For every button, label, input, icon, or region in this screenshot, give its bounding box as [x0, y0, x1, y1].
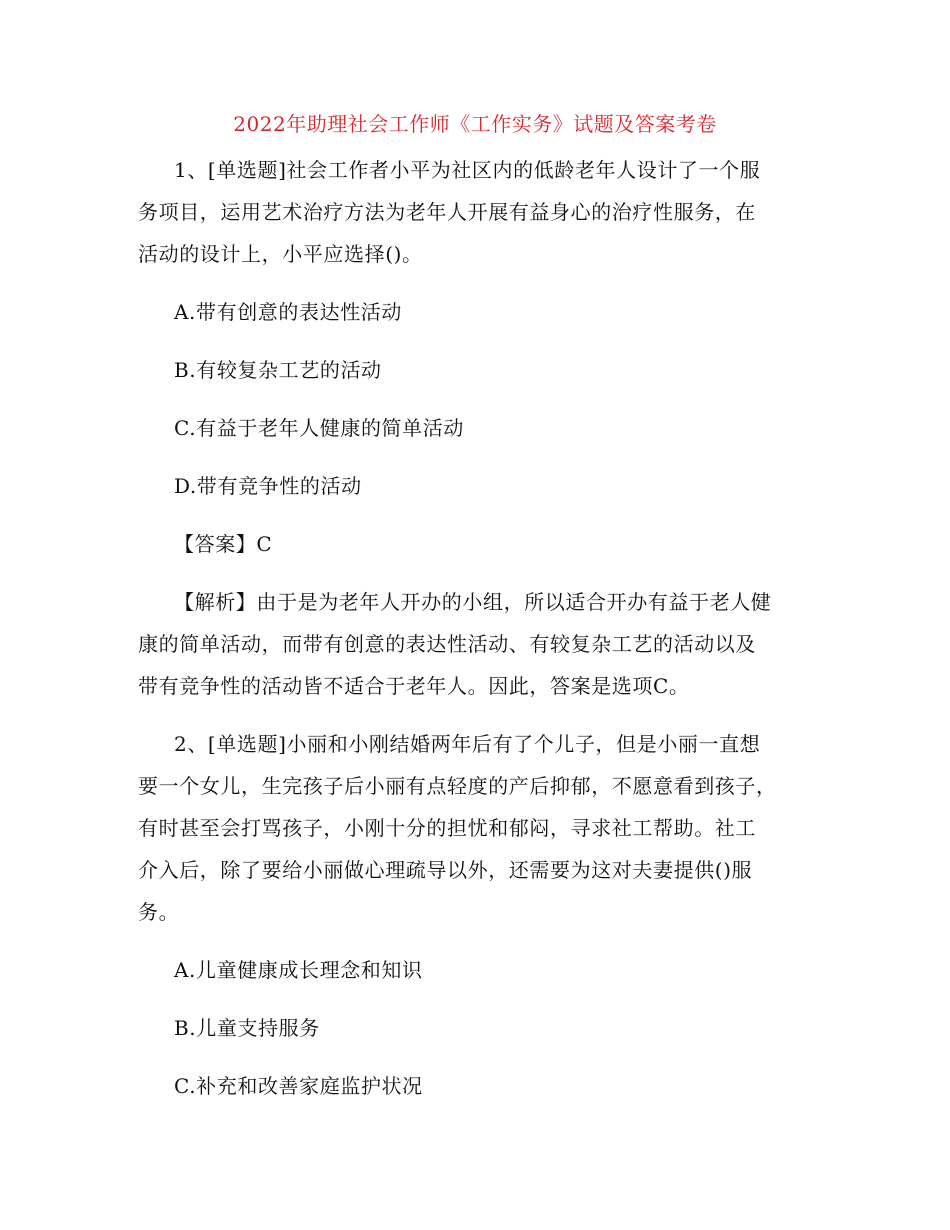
question-2-line-4: 介入后，除了要给小丽做心理疏导以外，还需要为这对夫妻提供()服 — [138, 858, 753, 882]
question-1-option-a: A.带有创意的表达性活动 — [174, 300, 403, 324]
question-1-analysis-line-3: 带有竞争性的活动皆不适合于老年人。因此，答案是选项C。 — [138, 674, 690, 698]
question-2-line-5: 务。 — [138, 900, 180, 924]
question-1-option-c: C.有益于老年人健康的简单活动 — [174, 416, 464, 440]
document-title: 2022年助理社会工作师《工作实务》试题及答案考卷 — [233, 112, 717, 136]
question-2-line-3: 有时甚至会打骂孩子，小刚十分的担忧和郁闷，寻求社工帮助。社工 — [138, 816, 756, 840]
question-2-line-2: 要一个女儿，生完孩子后小丽有点轻度的产后抑郁，不愿意看到孩子， — [138, 774, 777, 798]
question-2-option-b: B.儿童支持服务 — [174, 1016, 320, 1040]
question-1-option-d: D.带有竞争性的活动 — [174, 474, 362, 498]
question-1-analysis-line-1: 【解析】由于是为老年人开办的小组，所以适合开办有益于老人健 — [174, 590, 772, 614]
question-1-option-b: B.有较复杂工艺的活动 — [174, 358, 382, 382]
question-1-analysis-line-2: 康的简单活动，而带有创意的表达性活动、有较复杂工艺的活动以及 — [138, 632, 756, 656]
question-1-answer: 【答案】C — [174, 532, 273, 556]
question-1-line-1: 1、[单选题]社会工作者小平为社区内的低龄老年人设计了一个服 — [174, 158, 761, 182]
question-2-option-c: C.补充和改善家庭监护状况 — [174, 1074, 423, 1098]
question-1-line-3: 活动的设计上，小平应选择()。 — [138, 242, 423, 266]
question-1-line-2: 务项目，运用艺术治疗方法为老年人开展有益身心的治疗性服务，在 — [138, 200, 756, 224]
question-2-option-a: A.儿童健康成长理念和知识 — [174, 958, 423, 982]
question-2-line-1: 2、[单选题]小丽和小刚结婚两年后有了个儿子，但是小丽一直想 — [174, 732, 761, 756]
